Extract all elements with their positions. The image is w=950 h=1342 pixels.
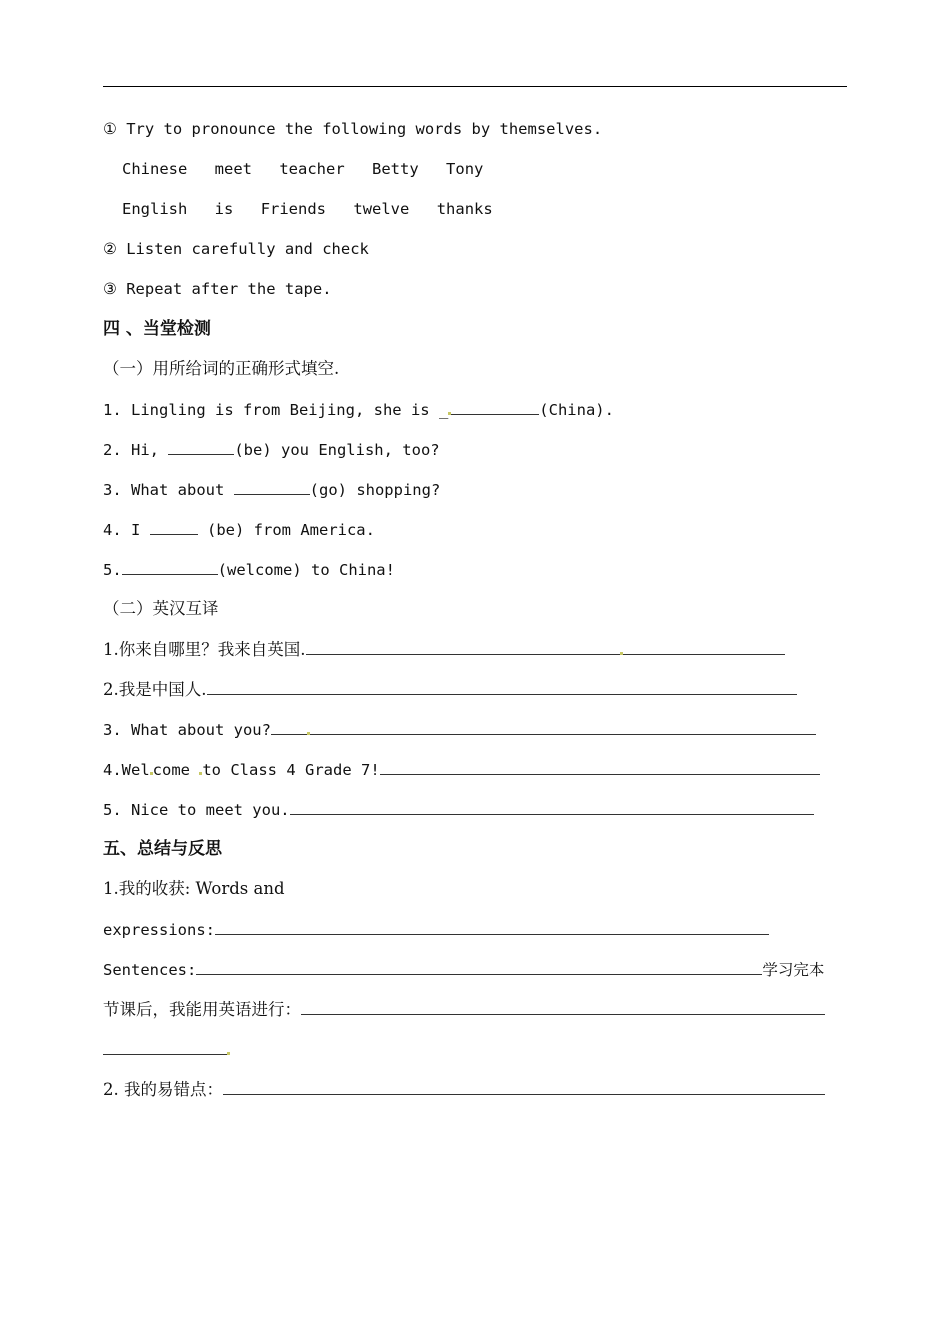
- fill-question-1: [103, 398, 614, 420]
- can-do-answer-blank-continued[interactable]: [103, 1038, 227, 1055]
- q4-text-after: (be) from America.: [197, 521, 375, 539]
- q2-text-after: (be) you English, too?: [234, 441, 440, 459]
- can-do-answer-blank[interactable]: [301, 998, 825, 1015]
- t1-text: 1.你来自哪里？我来自英国.: [103, 640, 306, 659]
- t2-answer-blank[interactable]: [207, 678, 797, 695]
- summary-mistakes: [103, 1078, 825, 1100]
- t4-text-c: to Class 4 Grade 7!: [202, 761, 380, 779]
- section-5-title: 五、总结与反思: [103, 839, 222, 859]
- translate-question-3: [103, 718, 816, 740]
- step-3: ③ Repeat after the tape.: [103, 280, 332, 298]
- summary-can-do: [103, 998, 825, 1020]
- t3-text: 3. What about you?: [103, 721, 271, 739]
- q5-text-after: (welcome) to China!: [217, 561, 395, 579]
- translate-question-1: [103, 638, 785, 660]
- fill-question-5: [103, 558, 395, 580]
- q3-answer-blank[interactable]: [234, 478, 310, 495]
- q2-answer-blank[interactable]: [168, 438, 234, 455]
- word-row-2: [122, 198, 511, 220]
- q2-text-before: 2. Hi,: [103, 441, 169, 459]
- t3-answer-blank-a[interactable]: [271, 718, 307, 735]
- mistakes-label: 2. 我的易错点：: [103, 1080, 223, 1099]
- word-tony: Tony: [446, 160, 484, 178]
- translate-question-4: [103, 758, 820, 780]
- t1-answer-blank-a[interactable]: [306, 638, 620, 655]
- word-is: is: [214, 200, 234, 218]
- part-2-title: （二）英汉互译: [103, 599, 219, 618]
- section-4-title: 四 、当堂检测: [103, 319, 211, 339]
- fill-question-3: [103, 478, 440, 500]
- t4-text-a: 4.Wel: [103, 761, 150, 779]
- word-twelve: twelve: [353, 200, 410, 218]
- expressions-label: expressions:: [103, 921, 215, 939]
- mark-dot: [227, 1052, 230, 1055]
- translate-question-2: [103, 678, 797, 700]
- step-2: ② Listen carefully and check: [103, 240, 369, 258]
- summary-gains: 1.我的收获: Words and: [103, 879, 285, 898]
- step-1: ① Try to pronounce the following words by themselves.: [103, 120, 603, 138]
- translate-question-5: [103, 798, 814, 820]
- sentences-label: Sentences:: [103, 961, 197, 979]
- q4-answer-blank[interactable]: [150, 518, 198, 535]
- t1-answer-blank-b[interactable]: [623, 638, 785, 655]
- summary-expressions: [103, 918, 769, 940]
- word-english: English: [122, 200, 188, 218]
- word-friends: Friends: [260, 200, 327, 218]
- t5-answer-blank[interactable]: [290, 798, 814, 815]
- q3-text-before: 3. What about: [103, 481, 234, 499]
- q1-text-before: 1. Lingling is from Beijing, she is _: [103, 401, 449, 419]
- sentences-tail: 学习完本: [762, 961, 825, 979]
- q1-answer-blank[interactable]: [451, 398, 539, 415]
- sentences-answer-blank[interactable]: [196, 958, 762, 975]
- t2-text: 2.我是中国人.: [103, 680, 207, 699]
- word-betty: Betty: [372, 160, 419, 178]
- word-chinese: Chinese: [122, 160, 188, 178]
- mistakes-answer-blank[interactable]: [223, 1078, 825, 1095]
- part-1-title: （一）用所给词的正确形式填空.: [103, 359, 340, 378]
- q5-answer-blank[interactable]: [122, 558, 218, 575]
- top-rule: [103, 86, 847, 87]
- expressions-answer-blank[interactable]: [215, 918, 769, 935]
- summary-sentences: [103, 958, 824, 980]
- t5-text: 5. Nice to meet you.: [103, 801, 290, 819]
- q1-text-after: (China).: [539, 401, 614, 419]
- word-thanks: thanks: [436, 200, 493, 218]
- q5-text-before: 5.: [103, 561, 122, 579]
- t4-answer-blank[interactable]: [380, 758, 820, 775]
- can-do-label: 节课后，我能用英语进行：: [103, 1000, 301, 1019]
- fill-question-4: [103, 518, 375, 540]
- q3-text-after: (go) shopping?: [309, 481, 441, 499]
- word-teacher: teacher: [279, 160, 345, 178]
- fill-question-2: [103, 438, 440, 460]
- summary-can-do-continued: [103, 1038, 230, 1060]
- q4-text-before: 4. I: [103, 521, 150, 539]
- t3-answer-blank-b[interactable]: [310, 718, 816, 735]
- word-meet: meet: [214, 160, 252, 178]
- word-row-1: [122, 158, 501, 180]
- t4-text-b: come: [152, 761, 200, 779]
